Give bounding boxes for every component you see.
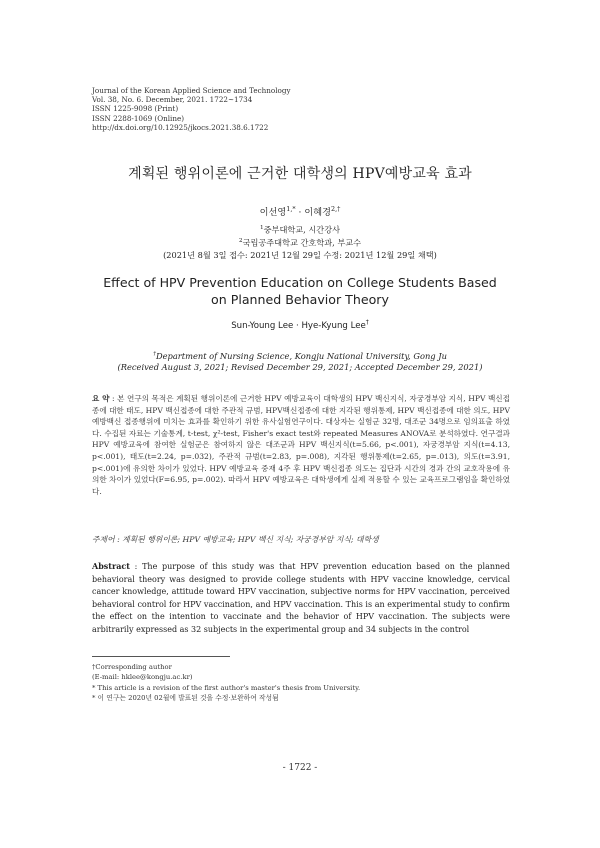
author-2-sup: 2,† [331, 204, 341, 213]
affiliation-1-sup: 1 [259, 225, 264, 231]
affiliations-english [0, 349, 600, 374]
footnote-divider [92, 656, 230, 657]
abstract-english-text: : The purpose of this study was that HPV prevention education based on the planned behavioral theory was designed to provide college students with HPV vaccine knowledge, cervical cancer knowledge, attitude toward HPV vaccination, subjective norms for HPV vaccination, perceived behavioral control for HPV vaccination, and HPV vaccination. This is an experimental study to confirm the effect on the intention to vaccinate and the behavior of HPV vaccination. The subjects were arbitrarily expressed as 32 subjects in the experimental group and 34 subjects in the control [92, 562, 510, 634]
journal-volume: Vol. 38, No. 6. December, 2021. 1722~1734 [92, 95, 253, 105]
affiliation-2 [0, 236, 600, 249]
doi-link[interactable]: http://dx.doi.org/10.12925/jkocs.2021.38.6.1722 [92, 122, 269, 132]
abstract-korean-text: : 본 연구의 목적은 계획된 행위이론에 근거한 HPV 예방교육이 대학생의 HPV 백신지식, 자궁경부암 지식, HPV 백신접종에 대한 태도, HPV 백신접종에 대한 주관적 규범, HPV백신접종에 대한 지각된 행위통제, HPV 백신접종에 대한 의도, HPV 예방백신 접종행위에 미치는 효과를 확인하기 위한 유사실험연구이다. 대상자는 실험군 32명, 대조군 34명으로 임의표출 하였다. 수집된 자료는 기술통계, t-test, χ²-test, Fisher's exact test와 repeated Measures ANOVA로 분석하였다. 연구결과 HPV 예방교육에 참여한 실험군은 참여하지 않은 대조군과 HPV 백신지식(t=5.66, p<.001), 자궁경부암 지식(t=4.13, p<.001), 태도(t=2.24, p=.032), 주관적 규범(t=2.83, p=.008), 지각된 행위통제(t=2.65, p=.013), 의도(t=3.91, p<.001)에 유의한 차이가 있었다. HPV 예방교육 중재 4주 후 HPV 백신접종 의도는 집단과 시간의 경과 간의 교호작용에 유의한 차이가 있었다(F=6.95, p=.002). 따라서 HPV 예방교육은 대학생에게 실제 적용할 수 있는 교육프로그램임을 확인하였다. [92, 394, 510, 496]
corresponding-email[interactable]: (E-mail: hklee@kongju.ac.kr) [92, 673, 193, 682]
authors-english-sup: † [365, 319, 369, 326]
affiliation-1-text: 중부대학교, 시간강사 [263, 224, 341, 235]
abstract-korean [92, 393, 510, 497]
authors-english [0, 319, 600, 331]
authors-korean [0, 204, 600, 218]
footnote-thesis: * This article is a revision of the first author's master's thesis from University. [92, 683, 361, 692]
page-number: - 1722 - [282, 763, 318, 773]
abstract-english [92, 560, 510, 637]
footnote-revision: * 이 연구는 2020년 02월에 발표된 것을 수정·보완하여 작성됨 [92, 694, 279, 703]
abstract-korean-label: 요 약 [92, 394, 110, 403]
affiliation-1 [0, 223, 600, 236]
author-2-name: 이혜경 [304, 207, 332, 218]
footnotes [92, 662, 360, 704]
journal-name: Journal of the Korean Applied Science and Technology [92, 86, 291, 95]
title-english-line-1: Effect of HPV Prevention Education on College Students Based [103, 275, 497, 290]
issn-online: ISSN 2288-1069 (Online) [92, 113, 185, 123]
department-text: Department of Nursing Science, Kongju National University, Gong Ju [155, 350, 447, 361]
department-line [0, 349, 600, 362]
authors-english-text: Sun-Young Lee · Hye-Kyung Lee [231, 320, 366, 331]
title-korean: 계획된 행위이론에 근거한 대학생의 HPV예방교육 효과 [128, 166, 472, 182]
journal-header [92, 86, 291, 132]
affiliation-2-sup: 2 [238, 238, 243, 245]
affiliations-korean [0, 223, 600, 261]
corresponding-author: †Corresponding author [92, 663, 172, 671]
title-english [0, 274, 600, 308]
author-1-name: 이선영 [259, 207, 287, 218]
author-separator: · [295, 207, 305, 218]
abstract-english-label: Abstract [92, 561, 130, 571]
author-1-sup: 1,* [286, 204, 296, 213]
affiliation-2-text: 국립공주대학교 간호학과, 부교수 [242, 238, 362, 249]
dates-english: (Received August 3, 2021; Revised December 29, 2021; Accepted December 29, 2021) [117, 362, 483, 373]
title-english-line-2: on Planned Behavior Theory [211, 292, 389, 307]
dates-korean: (2021년 8월 3일 접수: 2021년 12월 29일 수정: 2021년 12월 29일 채택) [163, 249, 437, 260]
issn-print: ISSN 1225-9098 (Print) [92, 104, 179, 114]
keywords-korean: 주제어 : 계획된 행위이론; HPV 예방교육; HPV 백신 지식; 자궁경부암 지식; 대학생 [92, 535, 379, 544]
department-sup: † [153, 351, 156, 357]
